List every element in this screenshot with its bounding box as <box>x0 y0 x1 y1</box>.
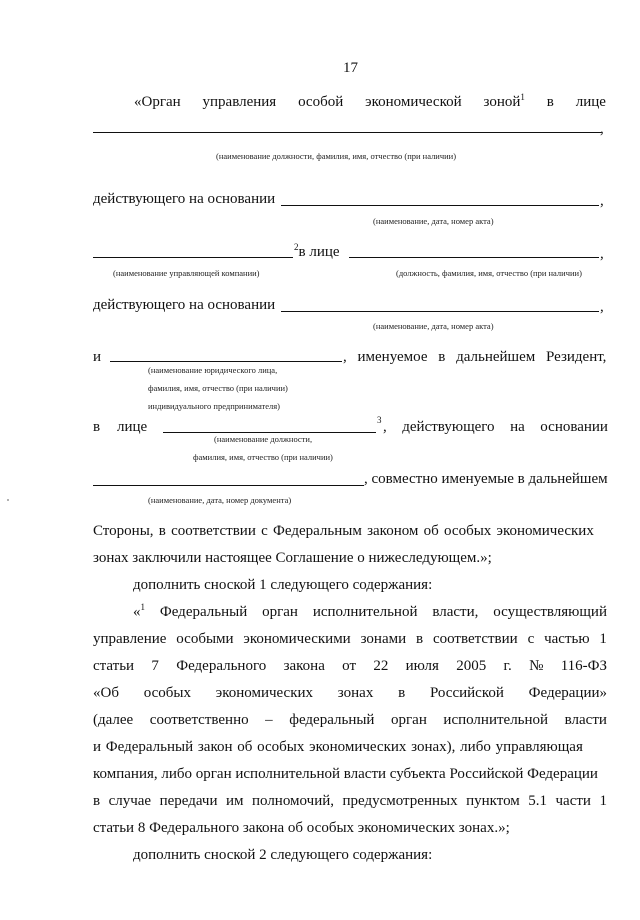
caption-act-1: (наименование, дата, номер акта) <box>373 216 494 226</box>
word: власти, <box>432 604 479 620</box>
word: зонах <box>337 685 374 701</box>
acting-on-basis-line-3 <box>383 418 608 436</box>
footnote-ref-1: 1 <box>520 92 525 102</box>
in-face-text: в лице <box>298 244 340 260</box>
caption-act-2: (наименование, дата, номер акта) <box>373 321 494 331</box>
word: июля <box>405 658 439 674</box>
position-name-blank <box>93 132 601 133</box>
paragraph-line: Стороны, в соответствии с Федеральным законом об особых экономических <box>93 523 594 539</box>
comma: , <box>600 193 604 209</box>
paragraph-line: дополнить сноской 2 следующего содержания: <box>133 847 433 863</box>
word: 1 <box>599 631 607 647</box>
acting-on-basis-label-2: действующего на основании <box>93 297 276 313</box>
word: 2005 <box>456 658 487 674</box>
caption-legal-entity-1: (наименование юридического лица, <box>148 365 278 375</box>
word: экономических <box>215 685 314 701</box>
footnote-line-7: компания, либо орган исполнительной власти субъекта Российской Федерации <box>93 766 598 782</box>
footnote-line-5 <box>93 711 607 729</box>
footnote-line-1 <box>133 603 607 622</box>
word: экономической <box>365 94 462 110</box>
footnote-line-3 <box>93 657 607 675</box>
word: полномочий, <box>251 793 334 809</box>
footnote-line-2 <box>93 630 607 648</box>
comma: , <box>600 121 604 137</box>
hereinafter-resident: , именуемое в дальнейшем Резидент, <box>343 349 607 365</box>
paragraph-line: дополнить сноской 1 следующего содержания: <box>133 577 433 593</box>
word: действующего <box>402 419 495 435</box>
caption-management-company: (наименование управляющей компании) <box>113 268 260 278</box>
word: 22 <box>373 658 389 674</box>
word: особых <box>143 685 191 701</box>
preamble-line-1 <box>134 93 606 112</box>
word: , <box>383 419 387 435</box>
word: федеральный <box>289 712 375 728</box>
footnote-line-9: статьи 8 Федерального закона об особых экономических зонах.»; <box>93 820 510 836</box>
word: в <box>398 685 406 701</box>
word: орган <box>262 604 298 620</box>
representative-blank <box>163 432 376 433</box>
scan-artifact <box>7 499 9 501</box>
word: осуществляющий <box>493 604 607 620</box>
word: в <box>93 793 101 809</box>
word: передачи <box>159 793 218 809</box>
word: основании <box>540 419 608 435</box>
word: особыми <box>176 631 234 647</box>
word: от <box>342 658 357 674</box>
footnote-line-8 <box>93 792 607 810</box>
caption-position-name: (наименование должности, фамилия, имя, отчество (при наличии) <box>216 151 457 161</box>
comma: , <box>600 246 604 262</box>
footnote-ref-3: 3 <box>377 415 382 425</box>
page-number: 17 <box>343 60 358 76</box>
caption-position-name-2: (должность, фамилия, имя, отчество (при наличии) <box>396 268 582 278</box>
paragraph-line: зонах заключили настоящее Соглашение о нижеследующем.»; <box>93 550 492 566</box>
word: статьи <box>93 658 135 674</box>
word: г. <box>503 658 512 674</box>
management-company-blank <box>93 257 293 258</box>
word: соответственно <box>149 712 249 728</box>
in-face-with-footnote <box>294 243 340 262</box>
word: в <box>415 631 424 647</box>
comma: , <box>600 299 604 315</box>
word: 116-ФЗ <box>560 658 607 674</box>
word: с <box>527 631 535 647</box>
acting-on-basis-label: действующего на основании <box>93 191 276 207</box>
act-blank-2 <box>281 311 599 312</box>
word: 7 <box>151 658 159 674</box>
in-word: в <box>93 419 101 435</box>
footnote-line-6: и Федеральный закон об особых экономических зонах), либо управляющая <box>93 739 583 755</box>
word: Федерального <box>176 658 267 674</box>
word: частью <box>544 631 590 647</box>
position-blank-2 <box>349 257 599 258</box>
word: 1 <box>599 793 607 809</box>
word: закона <box>283 658 325 674</box>
word: орган <box>391 712 427 728</box>
word: случае <box>108 793 152 809</box>
caption-legal-entity-3: индивидуального предпринимателя) <box>148 401 280 411</box>
word: «$^1$ <box>133 602 145 620</box>
word: власти <box>564 712 607 728</box>
word: управление <box>93 631 167 647</box>
footnote-ref-3-wrap <box>377 416 382 435</box>
word: соответствии <box>432 631 518 647</box>
word: на <box>510 419 525 435</box>
and-word: и <box>93 349 102 365</box>
word: предусмотренных <box>342 793 458 809</box>
word: лице <box>575 94 606 110</box>
caption-position-2: фамилия, имя, отчество (при наличии) <box>193 452 333 462</box>
word: исполнительной <box>443 712 549 728</box>
word: 5.1 <box>528 793 548 809</box>
word: экономическими <box>243 631 351 647</box>
footnote-line-4 <box>93 684 607 702</box>
word: (далее <box>93 712 134 728</box>
document-blank <box>93 485 364 486</box>
word: Федеральный <box>159 604 248 620</box>
caption-legal-entity-2: фамилия, имя, отчество (при наличии) <box>148 383 288 393</box>
word: части <box>555 793 591 809</box>
word: № <box>529 658 544 674</box>
act-blank-1 <box>281 205 599 206</box>
word: в <box>546 94 554 110</box>
word: «Орган <box>134 94 181 110</box>
word: Федерации» <box>528 685 607 701</box>
footnote-mark: 1 <box>140 602 145 612</box>
word: управления <box>202 94 277 110</box>
word: им <box>225 793 244 809</box>
word: зонами <box>360 631 407 647</box>
legal-entity-blank <box>110 361 342 362</box>
word: – <box>265 712 273 728</box>
word: «Об <box>93 685 119 701</box>
footnote-ref-2: 2 <box>294 242 299 252</box>
word: Российской <box>429 685 504 701</box>
word: исполнительной <box>312 604 418 620</box>
word-with-footnote: зоной$^1$ <box>483 92 525 110</box>
caption-document: (наименование, дата, номер документа) <box>148 495 292 505</box>
word: особой <box>298 94 344 110</box>
word: пунктом <box>466 793 520 809</box>
caption-position-1: (наименование должности, <box>214 434 313 444</box>
jointly-named: , совместно именуемые в дальнейшем <box>364 471 608 487</box>
face-word: лице <box>117 419 148 435</box>
